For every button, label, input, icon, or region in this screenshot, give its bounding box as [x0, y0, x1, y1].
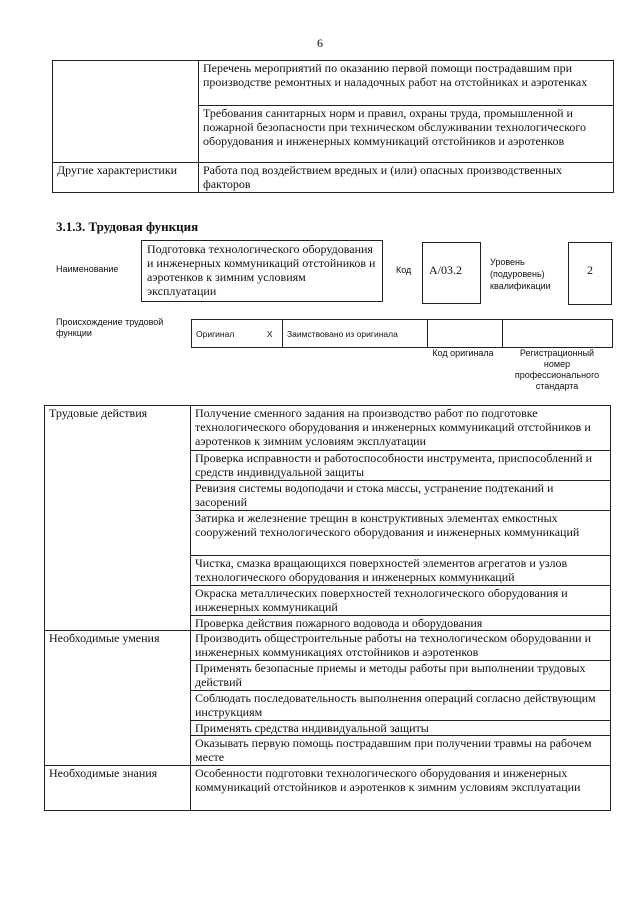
page-number: 6 — [317, 36, 323, 50]
table-row — [53, 61, 614, 106]
group-item: Применять средства индивидуальной защиты — [191, 721, 611, 736]
origin-code-caption: Код оригинала — [432, 348, 494, 358]
group-label: Необходимые умения — [45, 631, 191, 766]
table-row — [45, 631, 611, 661]
origin-table — [191, 319, 613, 348]
origin-borrowed: Заимствовано из оригинала — [283, 320, 428, 348]
group-item: Проверка действия пожарного водовода и оборудования — [191, 616, 611, 631]
main-table — [44, 405, 611, 811]
group-item: Применять безопасные приемы и методы работы при выполнении трудовых действий — [191, 661, 611, 691]
origin-mark: X — [258, 320, 283, 348]
row-text: Работа под воздействием вредных и (или) опасных производственных факторов — [199, 163, 614, 193]
row-text: Перечень мероприятий по оказанию первой помощи пострадавшим при производстве ремонтных и наладочных работ на отстойниках и аэротенках — [199, 61, 614, 106]
group-item: Затирка и железнение трещин в конструктивных элементах емкостных сооружений технологического оборудования и инженерных коммуникаций — [191, 511, 611, 556]
function-name: Подготовка технологического оборудования и инженерных коммуникаций отстойников и аэротенков к зимним условиям эксплуатации — [141, 240, 383, 302]
row-label: Другие характеристики — [53, 163, 199, 193]
origin-code-cell — [428, 320, 503, 348]
level-label: Уровень (подуровень) квалификации — [490, 257, 551, 291]
table-row — [45, 406, 611, 451]
name-label: Наименование — [56, 264, 119, 274]
code-label: Код — [396, 265, 412, 275]
group-item: Проверка исправности и работоспособности инструмента, приспособлений и средств индивидуальной защиты — [191, 451, 611, 481]
function-code: A/03.2 — [422, 242, 481, 304]
group-item: Производить общестроительные работы на технологическом оборудовании и инженерных коммуникациях отстойников и аэротенков — [191, 631, 611, 661]
row-text: Требования санитарных норм и правил, охраны труда, промышленной и пожарной безопасности при техническом обслуживании технологического оборудования и инженерных коммуникаций отстойников и аэротенков — [199, 106, 614, 163]
group-item: Окраска металлических поверхностей технологического оборудования и инженерных коммуникаций — [191, 586, 611, 616]
group-item: Чистка, смазка вращающихся поверхностей элементов агрегатов и узлов технологического оборудования и инженерных коммуникаций — [191, 556, 611, 586]
top-table — [52, 60, 614, 193]
group-item: Оказывать первую помощь пострадавшим при получении травмы на рабочем месте — [191, 736, 611, 766]
group-label: Трудовые действия — [45, 406, 191, 631]
table-row — [45, 766, 611, 811]
group-item: Особенности подготовки технологического оборудования и инженерных коммуникаций отстойников и аэротенков к зимним условиям эксплуатации — [191, 766, 611, 811]
qualification-level: 2 — [568, 242, 612, 305]
row-label — [53, 61, 199, 163]
group-item: Получение сменного задания на производство работ по подготовке технологического оборудования и инженерных коммуникаций отстойников и аэротенков к зимним условиям эксплуатации — [191, 406, 611, 451]
origin-reg-caption: Регистрационный номер профессионального стандарта — [514, 348, 600, 391]
table-row — [53, 163, 614, 193]
group-item: Соблюдать последовательность выполнения операций согласно действующим инструкциям — [191, 691, 611, 721]
section-title: 3.1.3. Трудовая функция — [56, 219, 199, 234]
origin-original: Оригинал — [192, 320, 258, 348]
group-label: Необходимые знания — [45, 766, 191, 811]
group-item: Ревизия системы водоподачи и стока массы, устранение подтеканий и засорений — [191, 481, 611, 511]
origin-label: Происхождение трудовой функции — [56, 317, 164, 338]
origin-reg-cell — [503, 320, 613, 348]
